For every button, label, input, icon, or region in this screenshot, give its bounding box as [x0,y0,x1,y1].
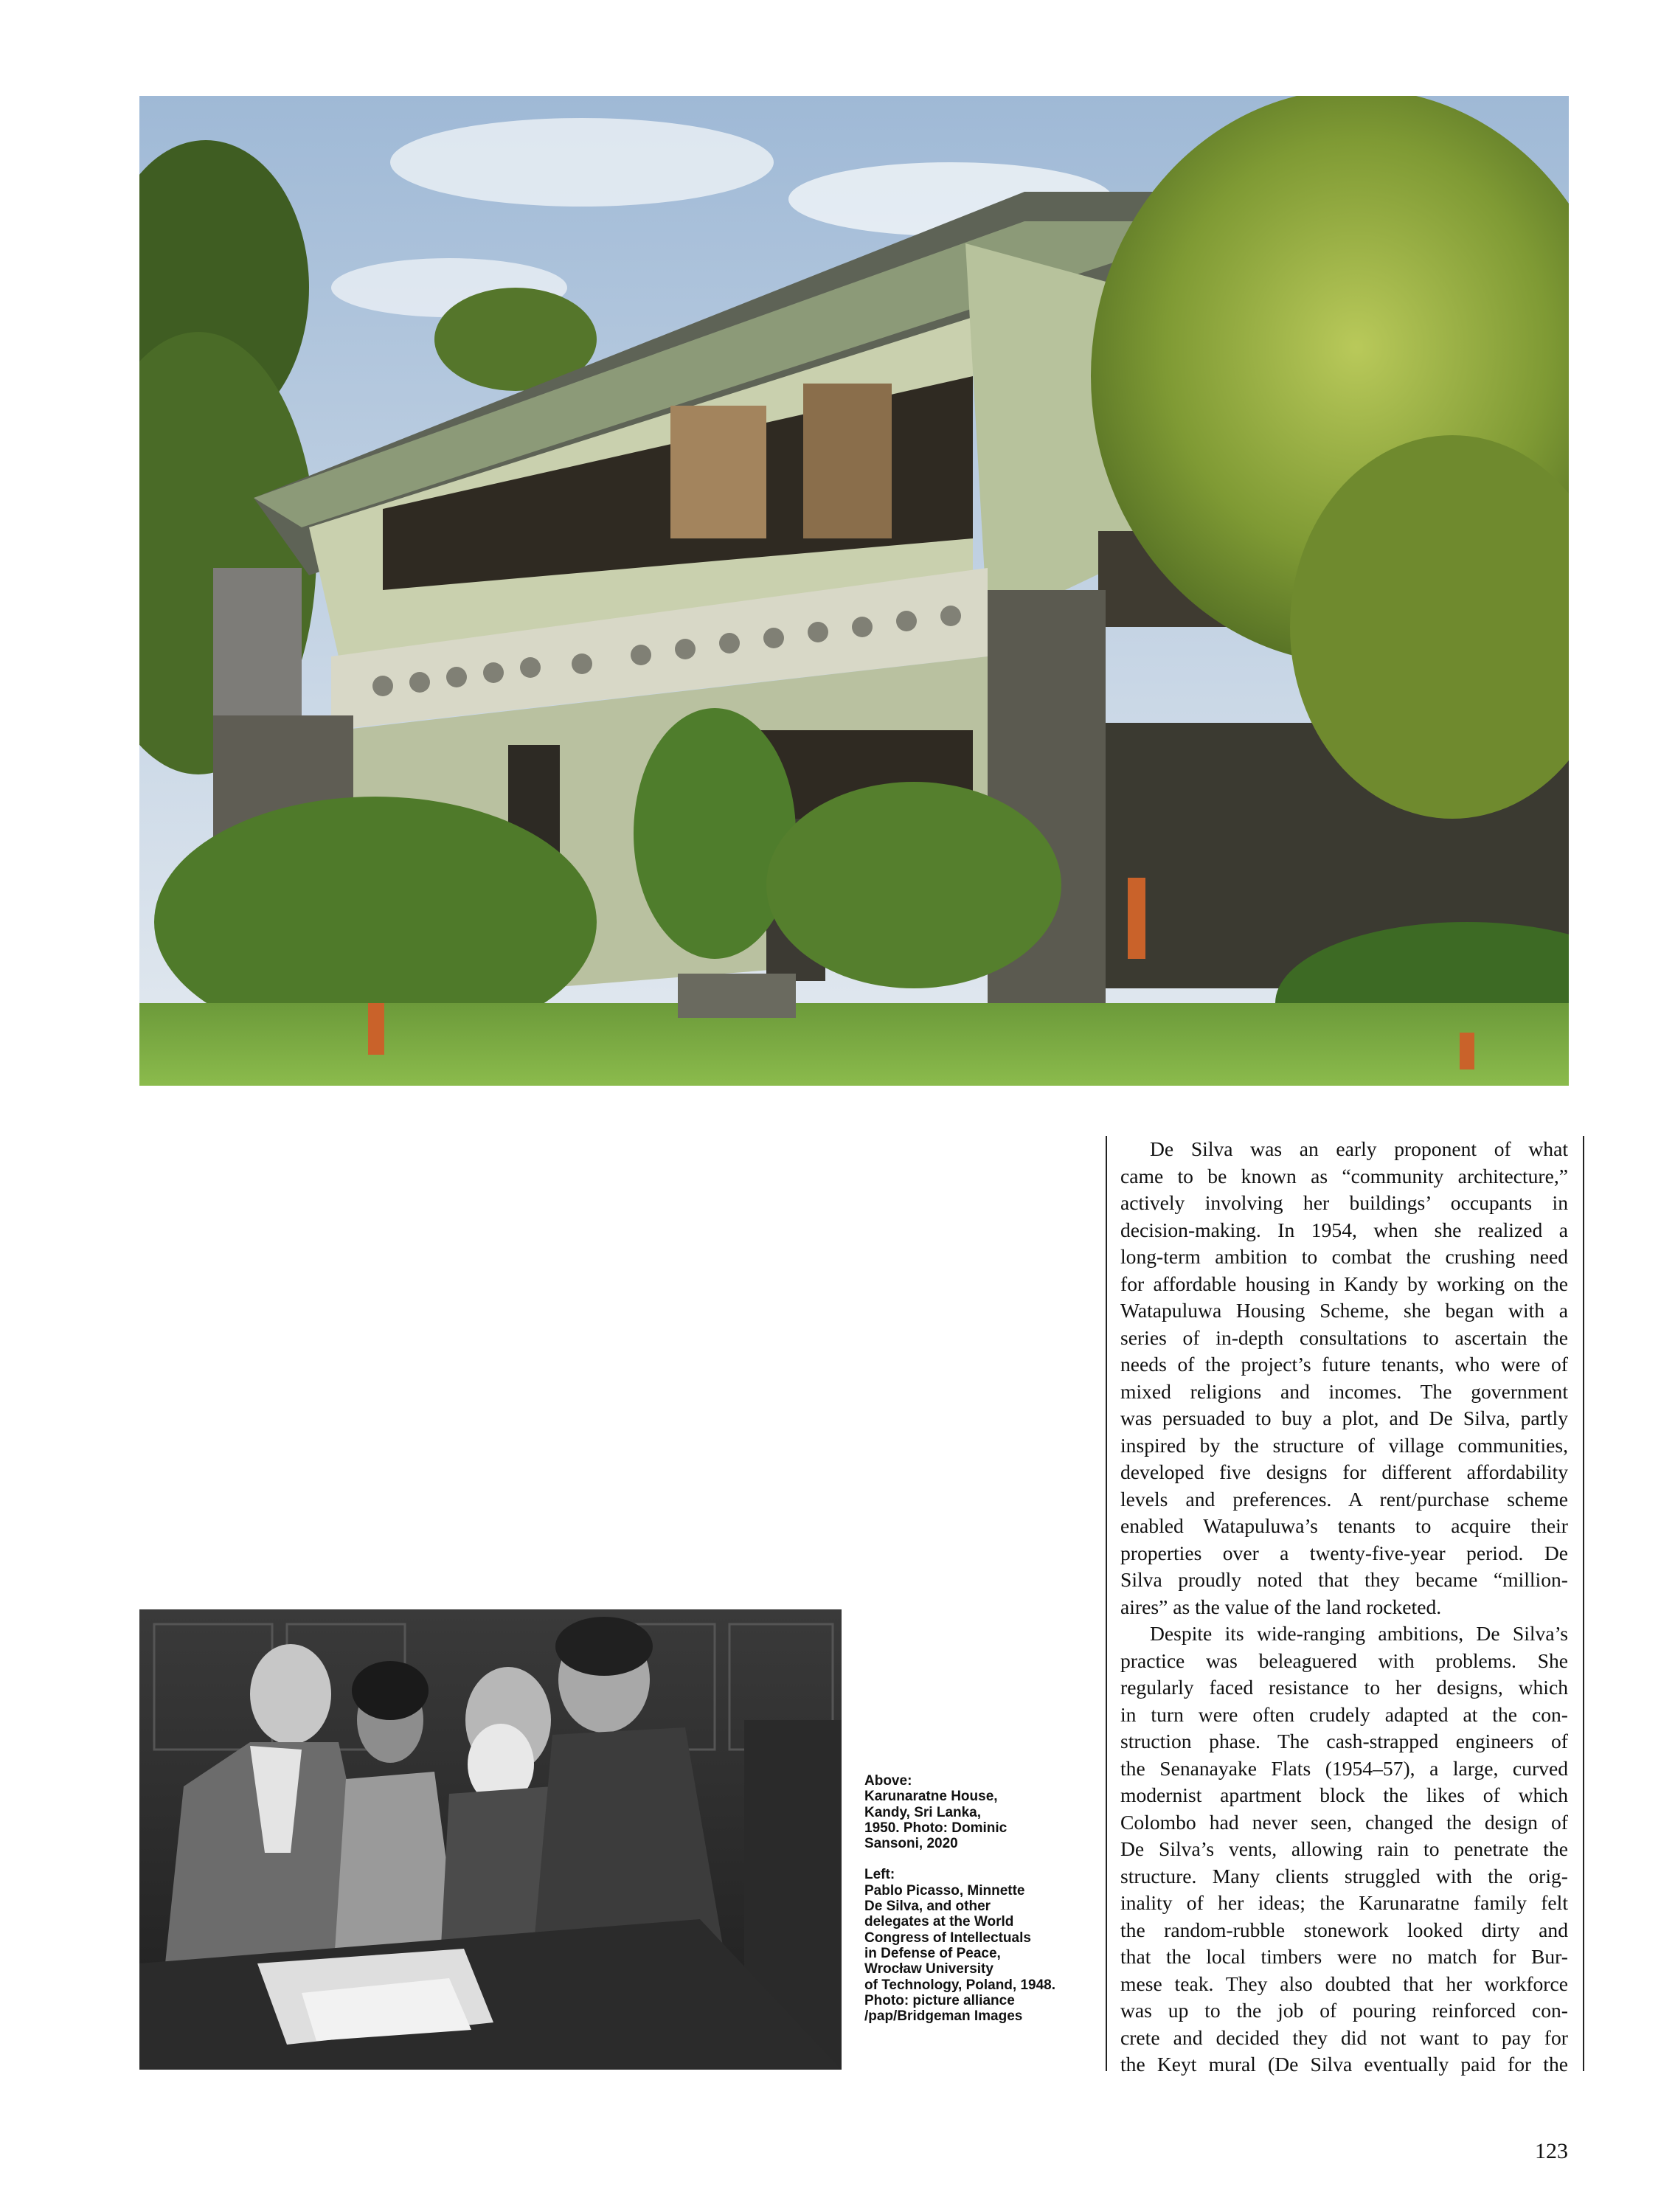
body-text-line: Silva proudly noted that they became “million- [1120,1568,1568,1591]
column-rule-left [1106,1136,1107,2071]
page-number: 123 [1535,2139,1568,2163]
body-text-line: structure. Many clients struggled with the orig- [1120,1864,1568,1887]
body-text-line: enabled Watapuluwa’s tenants to acquire their [1120,1514,1568,1537]
body-text-line: needs of the project’s future tenants, who were of [1120,1353,1568,1376]
caption-left-line: Wrocław University [864,1961,993,1977]
body-text-line: the Keyt mural (De Silva eventually paid for the [1120,2053,1568,2076]
caption-left-heading: Left: [864,1867,895,1883]
body-text-line: Watapuluwa Housing Scheme, she began with a [1120,1299,1568,1322]
body-text-line: long-term ambition to combat the crushing need [1120,1245,1568,1268]
body-text-line: decision-making. In 1954, when she realized a [1120,1218,1568,1241]
body-text-line: mese teak. They also doubted that her workforce [1120,1972,1568,1995]
caption-left-line: delegates at the World [864,1914,1014,1930]
body-text-line: inspired by the structure of village communities, [1120,1433,1568,1457]
body-text-line: the random-rubble stonework looked dirty and [1120,1918,1568,1941]
caption-left-line: Pablo Picasso, Minnette [864,1882,1025,1899]
body-text-line: came to be known as “community architecture,” [1120,1164,1568,1188]
caption-left-line: of Technology, Poland, 1948. [864,1977,1056,1993]
caption-left-line: Congress of Intellectuals [864,1930,1031,1946]
body-text-line: practice was beleaguered with problems. She [1120,1648,1568,1672]
photo-captions [864,1773,1108,2024]
caption-above-line: Sansoni, 2020 [864,1836,958,1852]
caption-left-line: in Defense of Peace, [864,1945,1001,1961]
body-text-line: levels and preferences. A rent/purchase scheme [1120,1487,1568,1511]
body-text-column [1120,1136,1568,2078]
caption-above-heading: Above: [864,1773,912,1789]
body-text-line: modernist apartment block the likes of which [1120,1783,1568,1806]
body-text-line: De Silva was an early proponent of what [1150,1137,1568,1160]
body-text-line: regularly faced resistance to her designs, which [1120,1676,1568,1699]
body-text-line: series of in-depth consultations to ascertain the [1120,1325,1568,1349]
caption-left-line: Photo: picture alliance [864,1992,1015,2008]
caption-left-line: /pap/Bridgeman Images [864,2008,1023,2025]
body-text-line: for affordable housing in Kandy by working on the [1120,1272,1568,1295]
caption-above-line: 1950. Photo: Dominic [864,1820,1008,1836]
body-text-line: De Silva’s vents, allowing rain to penetrate the [1120,1837,1568,1860]
karunaratne-house-photo [139,96,1569,1086]
body-text-line: that the local timbers were no match for Bur- [1120,1945,1568,1968]
body-text-line: Colombo had never seen, changed the design of [1120,1810,1568,1834]
body-text-line: inality of her ideas; the Karunaratne family felt [1120,1891,1568,1914]
body-text-line: properties over a twenty-five-year period. De [1120,1541,1568,1564]
caption-left-line: De Silva, and other [864,1899,991,1915]
caption-above-line: Kandy, Sri Lanka, [864,1804,982,1820]
picasso-de-silva-photo [139,1609,842,2070]
caption-above-line: Karunaratne House, [864,1789,998,1805]
column-rule-right [1583,1136,1584,2071]
body-text-line: struction phase. The cash-strapped engineers of [1120,1730,1568,1752]
body-text-line: developed five designs for different affordability [1120,1460,1568,1483]
body-text-line: actively involving her buildings’ occupants in [1120,1191,1568,1214]
body-text-line: Despite its wide-ranging ambitions, De Silva’s [1150,1622,1568,1645]
body-text-line: was persuaded to buy a plot, and De Silva, partly [1120,1407,1568,1429]
body-text-line: mixed religions and incomes. The government [1120,1379,1568,1403]
caption-gap [864,1851,1108,1867]
body-text-line: aires” as the value of the land rocketed. [1120,1595,1442,1618]
body-text-line: in turn were often crudely adapted at the con- [1120,1702,1568,1726]
body-text-line: was up to the job of pouring reinforced con- [1120,1999,1568,2022]
body-text-line: the Senanayake Flats (1954–57), a large, curved [1120,1756,1568,1780]
body-text-line: crete and decided they did not want to pay for [1120,2025,1568,2049]
